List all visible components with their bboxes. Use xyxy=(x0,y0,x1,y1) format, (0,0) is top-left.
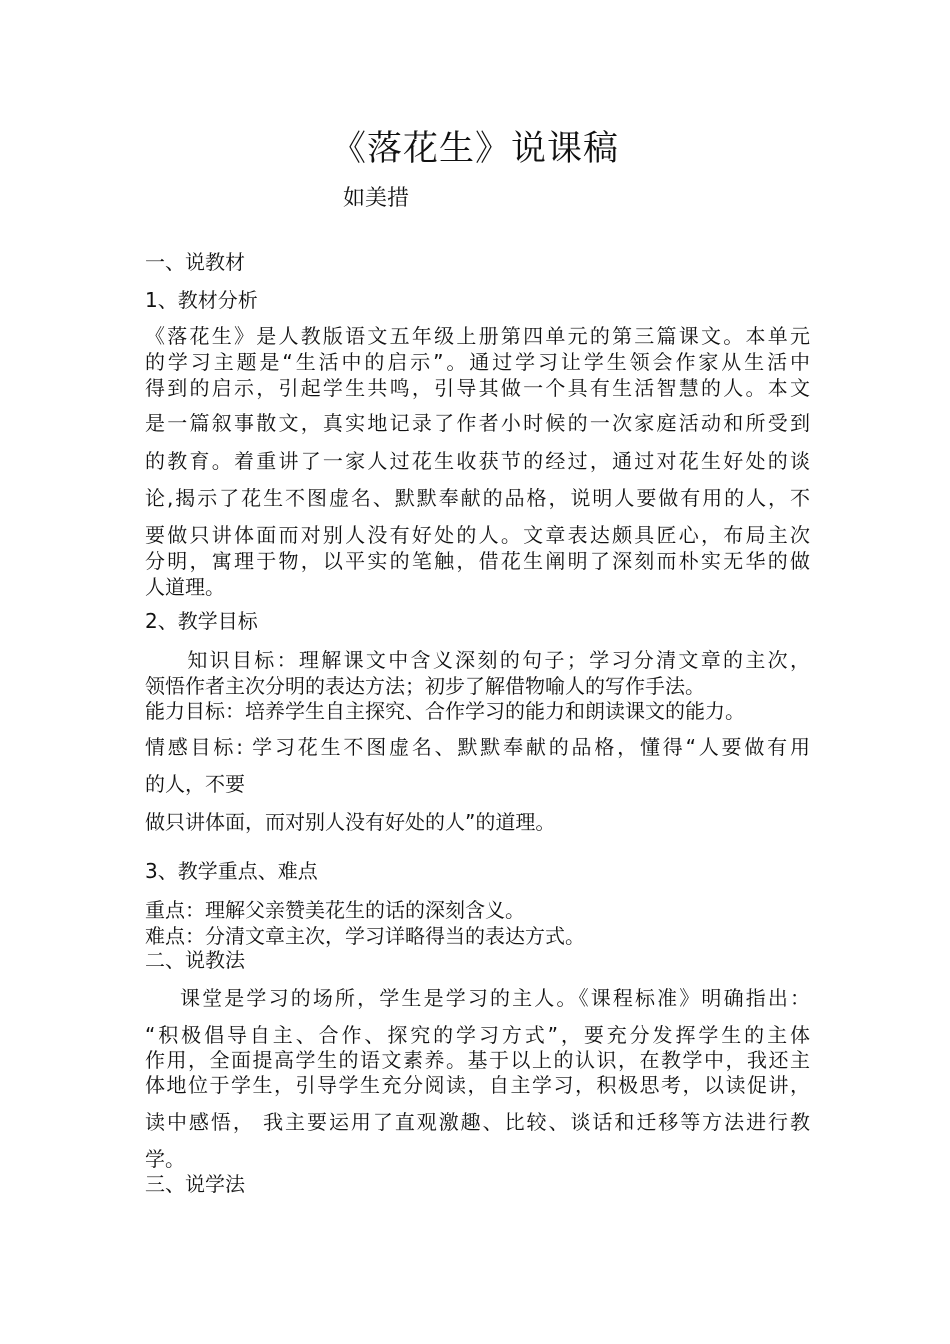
paragraph-line: 领悟作者主次分明的表达方法；初步了解借物喻人的写作手法。 xyxy=(145,674,705,698)
paragraph-line: 是一篇叙事散文，真实地记录了作者小时候的一次家庭活动和所受到 xyxy=(145,411,810,435)
subsection-heading: 1、教材分析 xyxy=(145,288,258,312)
paragraph-line: 能力目标：培养学生自主探究、合作学习的能力和朗读课文的能力。 xyxy=(145,699,745,723)
section-heading: 二、说教法 xyxy=(145,948,245,972)
paragraph-line: “积极倡导自主、合作、探究的学习方式”，要充分发挥学生的主体 xyxy=(145,1023,810,1047)
document-title: 《落花生》说课稿 xyxy=(330,129,619,169)
paragraph-line: 读中感悟， 我主要运用了直观激趣、比较、谈话和迁移等方法进行教 xyxy=(145,1110,810,1134)
paragraph-line: 重点：理解父亲赞美花生的话的深刻含义。 xyxy=(145,898,525,922)
paragraph-line: 的教育。着重讲了一家人过花生收获节的经过，通过对花生好处的谈 xyxy=(145,449,810,473)
paragraph-line: 课堂是学习的场所，学生是学习的主人。《课程标准》明确指出： xyxy=(180,986,810,1010)
subsection-heading: 2、教学目标 xyxy=(145,609,258,633)
paragraph-line: 情感目标: 学习花生不图虚名、默默奉献的品格，懂得“人要做有用 xyxy=(145,735,810,759)
paragraph-line: 的学习主题是“生活中的启示”。通过学习让学生领会作家从生活中 xyxy=(145,350,810,374)
section-heading: 一、说教材 xyxy=(145,250,245,274)
paragraph-line: 分明，寓理于物，以平实的笔触，借花生阐明了深刻而朴实无华的做 xyxy=(145,549,810,573)
paragraph-line: 作用，全面提高学生的语文素养。基于以上的认识，在教学中，我还主 xyxy=(145,1048,810,1072)
section-heading: 三、说学法 xyxy=(145,1172,245,1196)
subsection-heading: 3、教学重点、难点 xyxy=(145,859,318,883)
paragraph-line: 人道理。 xyxy=(145,575,225,599)
paragraph-line: 论,揭示了花生不图虚名、默默奉献的品格，说明人要做有用的人，不 xyxy=(145,486,810,510)
paragraph-line: 做只讲体面，而对别人没有好处的人”的道理。 xyxy=(145,810,556,834)
paragraph-line: 体地位于学生，引导学生充分阅读，自主学习，积极思考，以读促讲， xyxy=(145,1073,810,1097)
paragraph-line: 要做只讲体面而对别人没有好处的人。文章表达颇具匠心，布局主次 xyxy=(145,523,810,547)
author-name: 如美措 xyxy=(343,186,410,211)
paragraph-line: 难点：分清文章主次，学习详略得当的表达方式。 xyxy=(145,924,585,948)
paragraph-line: 学。 xyxy=(145,1147,185,1171)
paragraph-line: 知识目标：理解课文中含义深刻的句子；学习分清文章的主次， xyxy=(165,648,810,672)
paragraph-line: 的人，不要 xyxy=(145,772,245,796)
paragraph-line: 得到的启示，引起学生共鸣，引导其做一个具有生活智慧的人。本文 xyxy=(145,376,810,400)
paragraph-line: 《落花生》是人教版语文五年级上册第四单元的第三篇课文。本单元 xyxy=(145,324,810,348)
